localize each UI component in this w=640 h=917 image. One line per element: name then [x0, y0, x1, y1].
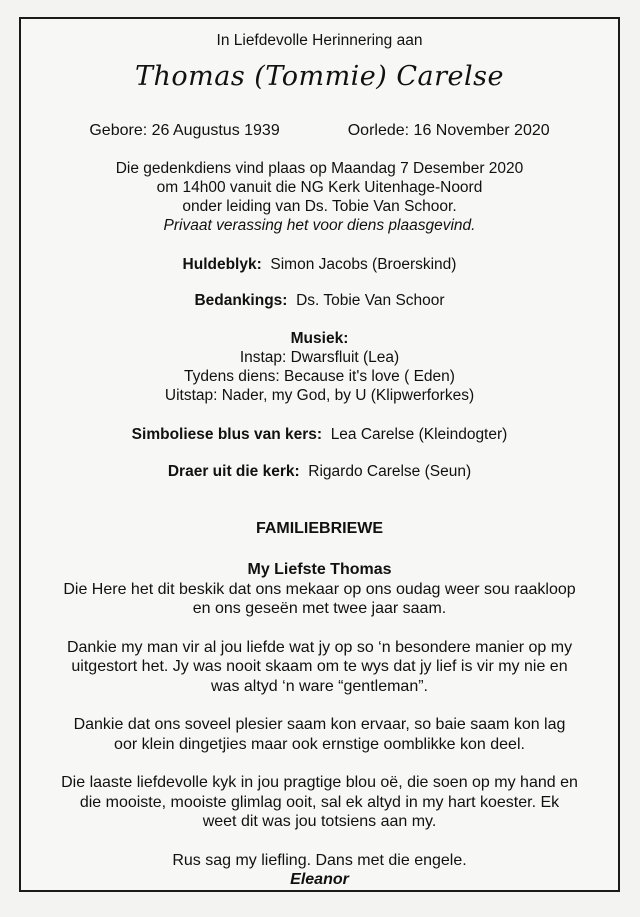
musiek-section — [21, 329, 618, 405]
birth-date: Gebore: 26 Augustus 1939 — [89, 122, 280, 139]
bedankings-label: Bedankings: — [194, 292, 288, 309]
family-letter — [21, 560, 618, 890]
huldeblyk-value: Simon Jacobs (Broerskind) — [270, 256, 457, 273]
service-line-4: Privaat verassing het voor diens plaasgevind. — [163, 217, 476, 234]
letter-paragraph-1 — [21, 580, 618, 619]
p1-line-2: en ons geseën met twee jaar saam. — [192, 600, 447, 617]
letter-paragraph-2 — [21, 638, 618, 697]
letter-title: My Liefste Thomas — [247, 561, 392, 578]
letter-closing — [21, 851, 618, 890]
musiek-instap: Instap: Dwarsfluit (Lea) — [239, 349, 400, 366]
letter-signature: Eleanor — [290, 871, 349, 888]
draer-label: Draer uit die kerk: — [167, 463, 300, 480]
musiek-tydens: Tydens diens: Because it's love ( Eden) — [184, 368, 455, 385]
kers-row — [21, 425, 618, 444]
deceased-name: Thomas (Tommie) Carelse — [134, 61, 505, 92]
p2-line-2: uitgestort het. Jy was nooit skaam om te wys dat jy lief is vir my nie en — [71, 658, 568, 675]
service-line-2: om 14h00 vanuit die NG Kerk Uitenhage-Noord — [156, 179, 483, 196]
letter-paragraph-4 — [21, 773, 618, 832]
service-line-1: Die gedenkdiens vind plaas op Maandag 7 Desember 2020 — [115, 160, 524, 177]
death-date: Oorlede: 16 November 2020 — [347, 122, 550, 139]
service-details — [21, 159, 618, 235]
memorial-card — [19, 17, 620, 892]
kers-label: Simboliese blus van kers: — [131, 426, 323, 443]
p4-line-1: Die laaste liefdevolle kyk in jou pragtige blou oë, die soen op my hand en — [61, 774, 578, 791]
bedankings-row — [21, 291, 618, 310]
p2-line-1: Dankie my man vir al jou liefde wat jy op so ‘n besondere manier op my — [66, 638, 573, 656]
huldeblyk-row — [21, 255, 618, 274]
kers-value: Lea Carelse (Kleindogter) — [330, 426, 508, 443]
musiek-uitstap: Uitstap: Nader, my God, by U (Klipwerforkes) — [164, 387, 475, 404]
dates-row — [21, 122, 618, 140]
bedankings-value: Ds. Tobie Van Schoor — [296, 292, 445, 309]
p4-line-2: die mooiste, mooiste glimlag ooit, sal ek altyd in my hart koester. Ek — [79, 793, 560, 811]
draer-row — [21, 462, 618, 481]
closing-line: Rus sag my liefling. Dans met die engele. — [172, 851, 467, 869]
p4-line-3: weet dit was jou totsiens aan my. — [202, 813, 437, 830]
service-line-3: onder leiding van Ds. Tobie Van Schoor. — [182, 198, 457, 215]
p3-line-1: Dankie dat ons soveel plesier saam kon ervaar, so baie saam kon lag — [73, 716, 566, 733]
draer-value: Rigardo Carelse (Seun) — [308, 463, 472, 480]
p3-line-2: oor klein dingetjies maar ook ernstige oomblikke kon deel. — [114, 735, 525, 753]
p1-line-1: Die Here het dit beskik dat ons mekaar op ons oudag weer sou raakloop — [63, 580, 576, 598]
intro-text: In Liefdevolle Herinnering aan — [216, 32, 423, 49]
letter-paragraph-3 — [21, 715, 618, 754]
musiek-label: Musiek: — [290, 330, 349, 347]
huldeblyk-label: Huldeblyk: — [182, 256, 262, 273]
p2-line-3: was altyd ‘n ware “gentleman”. — [211, 677, 428, 695]
family-letters-heading: FAMILIEBRIEWE — [255, 520, 384, 537]
